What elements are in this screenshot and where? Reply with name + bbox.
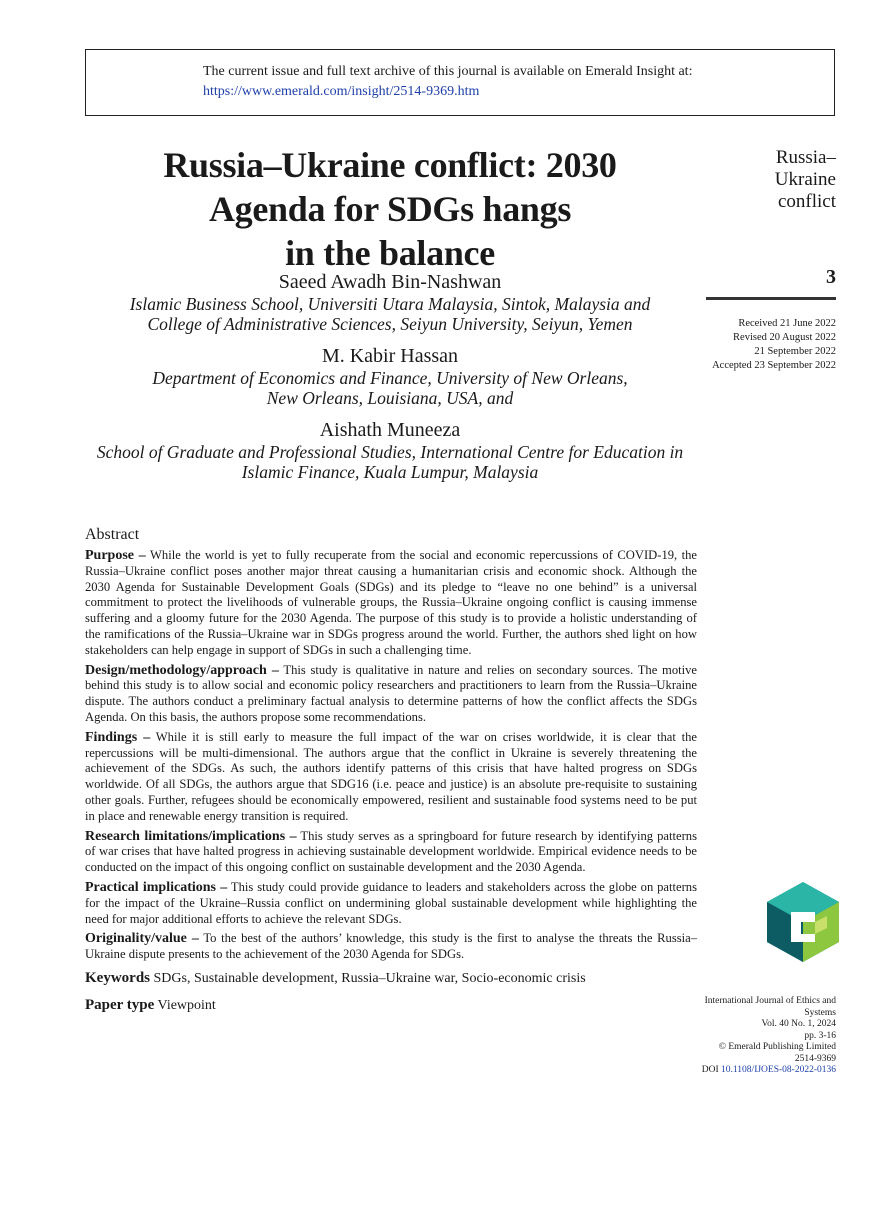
side-divider — [706, 297, 836, 300]
design-text: This study is qualitative in nature and relies on secondary sources. The motive behind this study is to allow social and economic policy researchers and practitioners to learn from the Russia–Ukraine dispute. The authors conduct a preliminary factual analysis to determine patterns of how the conflict affects the SDGs Agenda. On this basis, the authors propose some recommendations. — [85, 662, 698, 724]
practical-label: Practical implications – — [85, 879, 228, 895]
journal-name: International Journal of Ethics and — [704, 996, 836, 1006]
research-text: This study serves as a springboard for future research by identifying patterns of war crises that have halted progress in achieving sustainable development worldwide. Empirical evidence needs to be conducted on the impact of this ongoing conflict on sustainable development and the 2030 Agenda. — [85, 828, 697, 875]
purpose-label: Purpose – — [85, 548, 146, 563]
originality-text: To the best of the authors’ knowledge, this study is the first to analyse the threats the Russia–Ukraine dispute presents to the achievement of the 2030 Agenda for SDGs. — [85, 931, 698, 962]
title-line: in the balance — [285, 233, 495, 273]
author-block-3 — [85, 418, 695, 482]
abstract-design — [85, 663, 697, 726]
author-affiliation: Islamic Finance, Kuala Lumpur, Malaysia — [241, 462, 539, 482]
banner-url-link[interactable]: https://www.emerald.com/insight/2514-9369.htm — [203, 84, 480, 99]
abstract-section — [85, 526, 697, 1015]
findings-label: Findings – — [85, 729, 151, 745]
page-number: 3 — [826, 266, 836, 288]
abstract-originality — [85, 931, 697, 963]
title-line: Russia–Ukraine conflict: 2030 — [163, 145, 617, 185]
date-line: Received 21 June 2022 — [738, 318, 836, 329]
author-affiliation: Department of Economics and Finance, University of New Orleans, — [152, 368, 628, 388]
findings-text: While it is still early to measure the full impact of the war on crises worldwide, it is clear that the repercussions will be multi-dimensional. The authors argue that the conflict in Ukraine is severely threatening the achievement of the SDGs. As such, the authors identify patterns of this crisis that have halted progress on SDGs worldwide. Of all SDGs, the authors argue that SDG16 (i.e. peace and justice) is an absolute pre-requisite to sustaining other goals. Further, refugees should be economically empowered, resilient and sustainable food systems need to be put in place and renewable energy transition is required. — [85, 729, 698, 823]
date-line: Revised 20 August 2022 — [733, 332, 836, 343]
keywords — [85, 969, 697, 988]
author-name: Aishath Muneeza — [319, 419, 461, 441]
paper-type — [85, 996, 697, 1015]
abstract-heading: Abstract — [85, 526, 140, 543]
running-title — [775, 147, 836, 213]
journal-name: Systems — [804, 1007, 836, 1018]
running-title-line: Russia– — [775, 147, 836, 168]
design-label: Design/methodology/approach – — [85, 662, 279, 678]
journal-banner — [85, 49, 835, 116]
abstract-purpose — [85, 548, 697, 659]
practical-text: This study could provide guidance to leaders and stakeholders across the globe on patterns for the impact of the Ukraine–Russia conflict on undermining global sustainable development while highlighting the need for major additional efforts to achieve the relevant SDGs. — [85, 879, 697, 926]
purpose-text: While the world is yet to fully recuperate from the social and economic repercussions of COVID-19, the Russia–Ukraine conflict poses another major threat causing a humanitarian crisis and economic shock. Although the 2030 Agenda for Sustainable Development Goals (SDGs) and its pledge to “leave no one behind” is a universal commitment to protect the livelihoods of vulnerable groups, the Russia–Ukraine ongoing conflict is causing immense suffering and a gloomy future for the 2030 Agenda. The purpose of this study is to provide a holistic understanding of the ramifications of the Russia–Ukraine war in SDGs progress around the world. Further, the authors shed light on how stakeholders can help engage in support of SDGs in such a challenging time. — [85, 548, 698, 657]
keywords-text: SDGs, Sustainable development, Russia–Ukraine war, Socio-economic crisis — [153, 970, 586, 986]
abstract-practical — [85, 880, 697, 927]
submission-dates — [712, 317, 836, 373]
journal-publisher: © Emerald Publishing Limited — [718, 1042, 836, 1052]
author-name: M. Kabir Hassan — [321, 345, 459, 367]
author-block-1 — [85, 270, 695, 334]
running-title-line: Ukraine — [774, 169, 836, 190]
journal-volume: Vol. 40 No. 1, 2024 — [761, 1019, 836, 1029]
author-name: Saeed Awadh Bin-Nashwan — [278, 271, 502, 293]
abstract-findings — [85, 730, 697, 825]
article-title — [85, 143, 695, 275]
date-line: 21 September 2022 — [754, 346, 836, 357]
originality-label: Originality/value – — [85, 931, 199, 947]
research-label: Research limitations/implications – — [85, 828, 297, 844]
keywords-label: Keywords — [85, 969, 150, 986]
title-line: Agenda for SDGs hangs — [208, 189, 572, 229]
journal-doi — [686, 1065, 836, 1077]
journal-issn: 2514-9369 — [794, 1053, 836, 1064]
abstract-research — [85, 829, 697, 876]
doi-link[interactable]: 10.1108/IJOES-08-2022-0136 — [721, 1065, 836, 1075]
journal-pages: pp. 3-16 — [804, 1030, 836, 1041]
emerald-publishing-logo-icon — [767, 882, 839, 962]
date-line: Accepted 23 September 2022 — [712, 360, 836, 371]
running-title-line: conflict — [777, 191, 836, 212]
paper-type-text: Viewpoint — [157, 997, 216, 1013]
paper-type-label: Paper type — [85, 996, 155, 1013]
journal-info — [686, 996, 836, 1077]
author-affiliation: School of Graduate and Professional Studies, International Centre for Education in — [96, 442, 684, 462]
author-affiliation: New Orleans, Louisiana, USA, and — [266, 388, 514, 408]
author-affiliation: College of Administrative Sciences, Seiyun University, Seiyun, Yemen — [147, 314, 633, 334]
author-affiliation: Islamic Business School, Universiti Utara Malaysia, Sintok, Malaysia and — [129, 294, 651, 314]
author-block-2 — [85, 344, 695, 408]
doi-label: DOI — [701, 1065, 719, 1075]
banner-text: The current issue and full text archive of this journal is available on Emerald Insight at: — [203, 64, 693, 79]
